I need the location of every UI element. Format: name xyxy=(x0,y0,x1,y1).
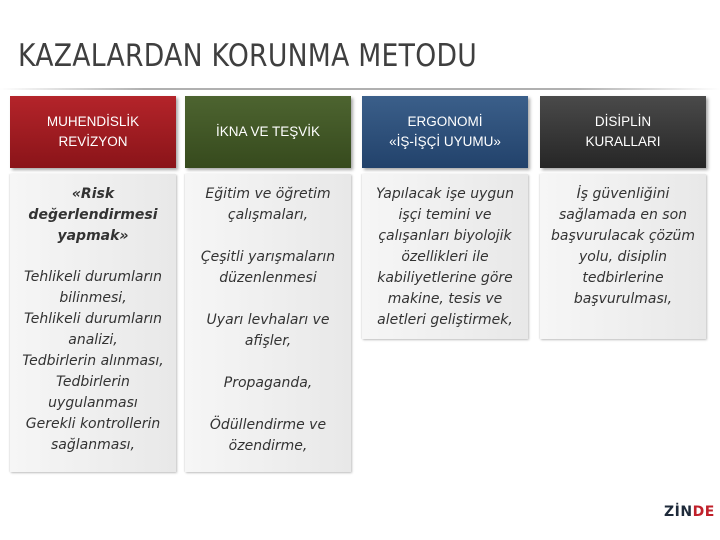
list-item: Ödüllendirme ve özendirme, xyxy=(209,417,327,454)
header-line: MUHENDİSLİK xyxy=(46,114,140,129)
title-divider xyxy=(0,88,720,90)
body-text: Tehlikeli durumların bilinmesi, Tehlikeli durumların analizi, Tedbirlerin alınması, Tedbirlerin uygulanması Gerekli kontrollerin sağlanması, xyxy=(22,269,164,453)
column-engineering xyxy=(10,96,176,472)
column-header-ergonomics xyxy=(362,96,528,168)
lead-text: «Risk değerlendirmesi yapmak» xyxy=(28,186,158,244)
list-item: Uyarı levhaları ve afişler, xyxy=(206,312,330,349)
header-line: KURALLARI xyxy=(585,134,661,149)
header-line: «İŞ-İŞÇİ UYUMU» xyxy=(389,134,501,149)
header-line: REVİZYON xyxy=(58,134,128,149)
page-title: KAZALARDAN KORUNMA METODU xyxy=(18,38,478,74)
column-header-discipline xyxy=(540,96,706,168)
column-body-ergonomics xyxy=(362,174,528,339)
list-item: Propaganda, xyxy=(223,375,313,391)
column-persuasion xyxy=(185,96,351,472)
list-item: Eğitim ve öğretim çalışmaları, xyxy=(205,186,331,223)
column-header-engineering xyxy=(10,96,176,168)
column-header-persuasion xyxy=(185,96,351,168)
column-body-persuasion xyxy=(185,174,351,472)
column-body-discipline xyxy=(540,174,706,339)
logo-part-1: ZİN xyxy=(664,504,693,520)
column-discipline xyxy=(540,96,706,339)
logo-part-2: DE xyxy=(692,504,715,520)
body-text: İş güvenliğini sağlamada en son başvurulacak çözüm yolu, disiplin tedbirlerine başvurulması, xyxy=(551,186,695,307)
list-item: Çeşitli yarışmaların düzenlenmesi xyxy=(200,249,336,286)
header-line: DİSİPLİN xyxy=(594,114,652,129)
header-line: ERGONOMİ xyxy=(407,114,483,129)
column-ergonomics xyxy=(362,96,528,339)
body-text: Yapılacak işe uygun işçi temini ve çalışanları biyolojik özellikleri ile kabiliyetlerine göre makine, tesis ve aletleri geliştirmek, xyxy=(376,186,514,328)
header-line: İKNA VE TEŞVİK xyxy=(215,124,321,139)
brand-logo xyxy=(664,504,715,520)
column-body-engineering xyxy=(10,174,176,472)
